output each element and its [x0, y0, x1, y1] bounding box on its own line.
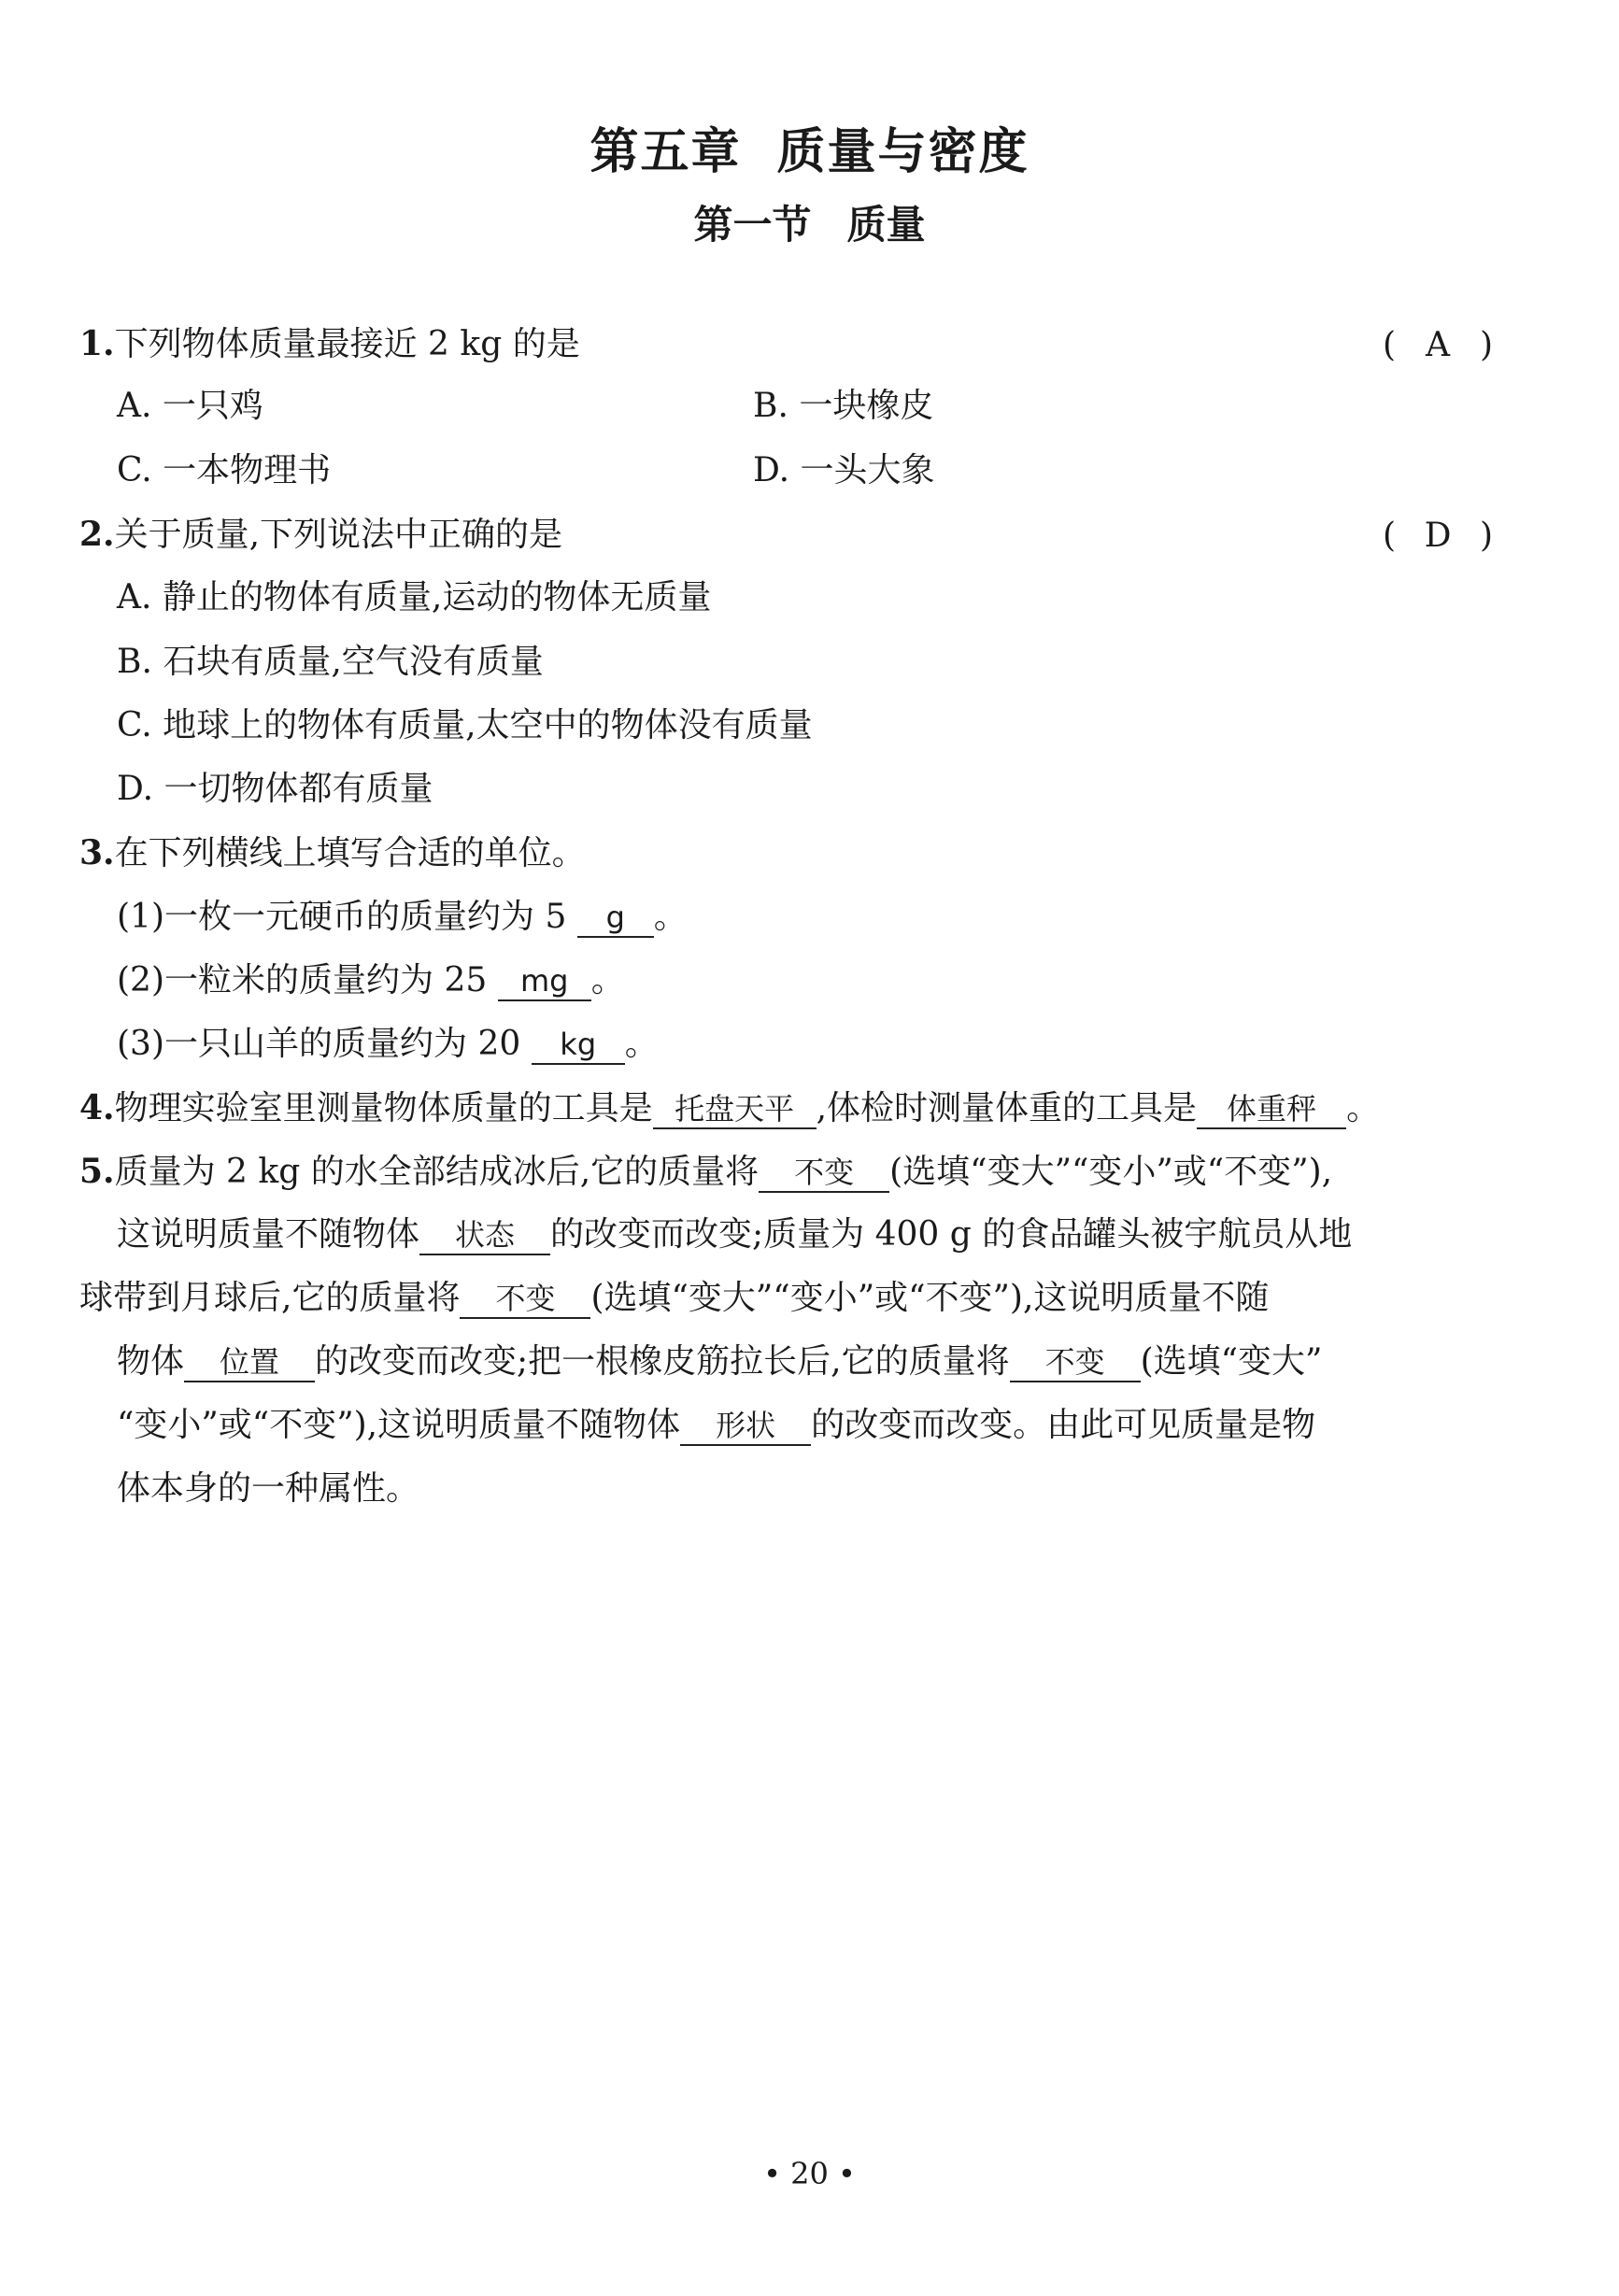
q3-item-text: (3)一只山羊的质量约为 20: [117, 1025, 532, 1063]
q1-stem: [79, 320, 580, 368]
q2-option-c: C. 地球上的物体有质量,太空中的物体没有质量: [117, 706, 813, 744]
q4-number: 4.: [79, 1088, 115, 1127]
paren-open: (: [1383, 326, 1397, 364]
q4-text-3: 。: [1346, 1089, 1381, 1127]
q5-line-2: [117, 1212, 1352, 1258]
q5-line-5: [117, 1402, 1315, 1449]
q5-text: 质量为 2 kg 的水全部结成冰后,它的质量将: [114, 1153, 760, 1191]
q5-text: 的改变而改变;把一根橡皮筋拉长后,它的质量将: [315, 1342, 1010, 1381]
section-number: 第一节: [693, 202, 812, 248]
q5-text: (选填“变大”: [1140, 1342, 1323, 1381]
q2-option-d: D. 一切物体都有质量: [117, 770, 433, 808]
chapter-number: 第五章: [589, 124, 742, 180]
q4-blank-2: 体重秤: [1197, 1090, 1346, 1129]
q5-text: 物体: [117, 1342, 185, 1381]
q3-item-text: (1)一枚一元硬币的质量约为 5: [117, 898, 577, 936]
q2-text: 关于质量,下列说法中正确的是: [114, 516, 563, 554]
q2-stem: [79, 511, 562, 559]
q1-option-d: D. 一头大象: [753, 451, 935, 489]
q5-blank-2: 状态: [419, 1216, 550, 1255]
q5-blank-5: 不变: [1010, 1343, 1141, 1382]
q3-text: 在下列横线上填写合适的单位。: [114, 834, 586, 872]
q4-line: [79, 1084, 1380, 1132]
q5-text: 的改变而改变;质量为 400 g 的食品罐头被宇航员从地: [550, 1215, 1353, 1254]
q1-answer: A: [1426, 326, 1451, 364]
q1-option-c: C. 一本物理书: [117, 451, 332, 489]
q1-number: 1.: [79, 324, 115, 363]
q3-number: 3.: [79, 833, 115, 872]
q5-number: 5.: [79, 1152, 115, 1191]
q5-line-4: [117, 1339, 1322, 1385]
q5-line-3: [79, 1275, 1269, 1322]
q1-option-a: A. 一只鸡: [117, 387, 263, 425]
q3-item-2: [117, 957, 625, 1004]
q3-blank-3: kg: [532, 1026, 625, 1065]
q3-blank-2: mg: [498, 962, 591, 1001]
q2-option-b: B. 石块有质量,空气没有质量: [117, 643, 544, 681]
q4-text-2: ,体检时测量体重的工具是: [816, 1089, 1198, 1127]
q2-answer-box: [1383, 513, 1493, 560]
q2-number: 2.: [79, 515, 115, 554]
q2-option-a: A. 静止的物体有质量,运动的物体无质量: [117, 578, 712, 617]
q5-blank-4: 位置: [184, 1343, 315, 1382]
q3-item-end: 。: [624, 1025, 659, 1063]
q5-text: (选填“变大”“变小”或“不变”),: [889, 1153, 1333, 1191]
q5-blank-1: 不变: [759, 1154, 889, 1193]
q4-blank-1: 托盘天平: [653, 1090, 817, 1129]
q3-blank-1: g: [577, 899, 654, 938]
q5-line-1: [79, 1148, 1332, 1196]
q5-text: 球带到月球后,它的质量将: [79, 1279, 461, 1317]
q3-item-end: 。: [590, 961, 625, 999]
q5-line-6: 体本身的一种属性。: [117, 1469, 420, 1508]
page-number: • 20 •: [763, 2156, 856, 2191]
q3-item-end: 。: [653, 898, 688, 936]
q1-option-b: B. 一块橡皮: [753, 387, 934, 425]
q3-stem: [79, 829, 586, 877]
paren-close: ): [1480, 326, 1494, 364]
q5-blank-3: 不变: [460, 1280, 590, 1319]
section-title: [0, 194, 1619, 250]
q5-text: (选填“变大”“变小”或“不变”),这说明质量不随: [590, 1279, 1270, 1317]
paren-open: (: [1383, 517, 1397, 555]
q4-text-1: 物理实验室里测量物体质量的工具是: [114, 1089, 653, 1127]
chapter-name: 质量与密度: [776, 124, 1030, 180]
q5-text: “变小”或“不变”),这说明质量不随物体: [117, 1406, 681, 1444]
q3-item-3: [117, 1021, 659, 1068]
q1-answer-box: [1383, 322, 1493, 369]
q2-answer: D: [1424, 517, 1452, 555]
q1-text: 下列物体质量最接近 2 kg 的是: [114, 325, 580, 363]
q3-item-1: [117, 894, 688, 941]
q5-text: 这说明质量不随物体: [117, 1215, 420, 1254]
section-name: 质量: [846, 202, 926, 248]
q5-blank-6: 形状: [680, 1407, 811, 1446]
q3-item-text: (2)一粒米的质量约为 25: [117, 961, 498, 999]
chapter-title: [0, 112, 1619, 182]
q5-text: 的改变而改变。由此可见质量是物: [811, 1406, 1316, 1444]
paren-close: ): [1480, 517, 1494, 555]
